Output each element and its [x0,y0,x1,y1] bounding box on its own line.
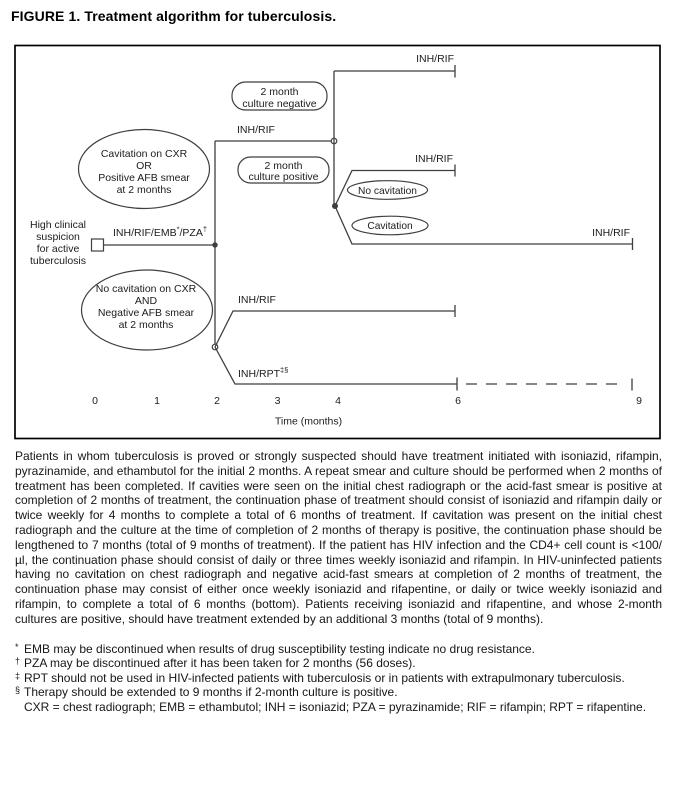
culture-positive-box-line1: 2 month [264,160,303,172]
bottom-ellipse-line1: No cavitation on CXR [95,283,197,295]
top-ellipse-line4: at 2 months [116,184,172,196]
culture-negative-inh-rif-label: INH/RIF [416,53,454,65]
inh-rpt-arm [215,347,632,391]
footnote-pza-text: PZA may be discontinued after it has been taken for 2 months (56 doses). [24,656,416,671]
bottom-inh-rif-line [215,311,455,347]
cavitation-arm [335,206,633,250]
axis-tick-0: 0 [92,395,98,407]
start-node [30,219,104,267]
initial-phase-branch [104,225,218,248]
footnote-marker-double-dagger: ‡ [15,670,21,681]
axis-tick-4: 4 [335,395,341,407]
axis-tick-6: 6 [455,395,461,407]
cavitation-inh-rif-label: INH/RIF [592,227,630,239]
bottom-ellipse-line3: Negative AFB smear [97,307,195,319]
start-node-label-line4: tuberculosis [29,255,87,267]
footnote-marker-dagger: † [15,656,21,667]
culture-negative-box-line1: 2 month [260,86,299,98]
footnote-abbreviations [15,700,662,715]
culture-negative-branch [232,53,455,110]
bottom-inh-rif-arm [215,294,455,347]
initial-regimen-label: INH/RIF/EMB*/PZA† [112,224,208,239]
bottom-ellipse-line4: at 2 months [118,319,174,331]
top-ellipse-line2: OR [136,160,152,172]
cavitation-or-positive-smear-ellipse [79,130,210,209]
start-node-label-line2: suspicion [36,231,80,243]
footnote-rpt-text: RPT should not be used in HIV-infected patients with tuberculosis or in patients with extrapulmonary tuberculosis. [24,670,625,685]
caption-wrap [15,449,662,714]
axis-tick-3: 3 [274,395,281,407]
axis-tick-1: 1 [154,395,160,407]
footnote-emb-text: EMB may be discontinued when results of drug susceptibility testing indicate no drug resistance. [24,641,535,656]
no-cavitation-negative-smear-ellipse [82,270,213,350]
top-ellipse-line3: Positive AFB smear [98,172,190,184]
inh-rpt-label: INH/RPT‡§ [238,365,289,380]
time-axis [92,395,642,428]
start-node-label-line1: High clinical [29,219,87,231]
bottom-ellipse-line2: AND [134,295,158,307]
footnote-emb [15,642,662,657]
footnote-marker-asterisk: * [15,641,19,652]
bottom-inh-rif-label: INH/RIF [238,294,276,306]
cavitation-ellipse-label: Cavitation [367,221,413,233]
footnote-pza [15,656,662,671]
figure-caption: Patients in whom tuberculosis is proved or strongly suspected should have treatment initiated with isoniazid, rifampin, pyrazinamide, and ethambutol for the initial 2 months. A repeat smear and culture should be performed when 2 months of treatment has been completed. If cavities were seen on the initial chest radiograph or the acid-fast smear is positive at completion of 2 months of treatment, the continuation phase of treatment should consist of isoniazid and rifampin daily or twice weekly for 4 months to complete a total of 6 months of treatment. If cavitation was present on the initial chest radiograph and the culture at the time of completion of 2 months of therapy is positive, the continuation phase should be lengthened to 7 months (total of 9 months of treatment). If the patient has HIV infection and the CD4+ cell count is <100/µl, the continuation phase should consist of daily or three times weekly isoniazid and rifampin. In HIV-uninfected patients having no cavitation on chest radiograph and negative acid-fast smears at completion of 2 months of treatment, the continuation phase may consist of either once weekly isoniazid and rifapentine, or daily or twice weekly isoniazid and rifampin, to complete a total of 6 months (bottom). Patients receiving isoniazid and rifapentine, and whose 2-month cultures are positive, should have treatment extended by an additional 3 months (total of 9 months). [15,449,662,626]
axis-tick-9: 9 [636,395,642,407]
culture-positive-box-line2: culture positive [248,171,319,183]
culture-negative-box-line2: culture negative [242,98,317,110]
figure-title: FIGURE 1. Treatment algorithm for tuberculosis. [11,8,337,24]
start-square-marker [92,239,104,251]
continuation-inh-rif-label: INH/RIF [237,124,275,136]
no-cavitation-arm [335,153,455,206]
culture-positive-branch [238,157,338,209]
footnote-therapy-text: Therapy should be extended to 9 months if 2-month culture is positive. [24,685,398,700]
no-cavitation-inh-rif-label: INH/RIF [415,153,453,165]
axis-tick-2: 2 [214,395,220,407]
start-node-label-line3: for active [36,243,80,255]
continuation-inh-rif-branch [215,124,337,144]
footnote-abbreviations-text: CXR = chest radiograph; EMB = ethambutol; INH = isoniazid; PZA = pyrazinamide; RIF = rifampin; RPT = rifapentine. [24,699,647,714]
figure-footnotes [15,642,662,715]
footnote-rpt [15,671,662,686]
diagram-frame [15,46,660,439]
footnote-therapy [15,685,662,700]
footnote-marker-section: § [15,685,21,696]
axis-title: Time (months) [274,415,343,428]
top-ellipse-line1: Cavitation on CXR [100,148,188,160]
no-cavitation-ellipse-label: No cavitation [358,185,417,197]
